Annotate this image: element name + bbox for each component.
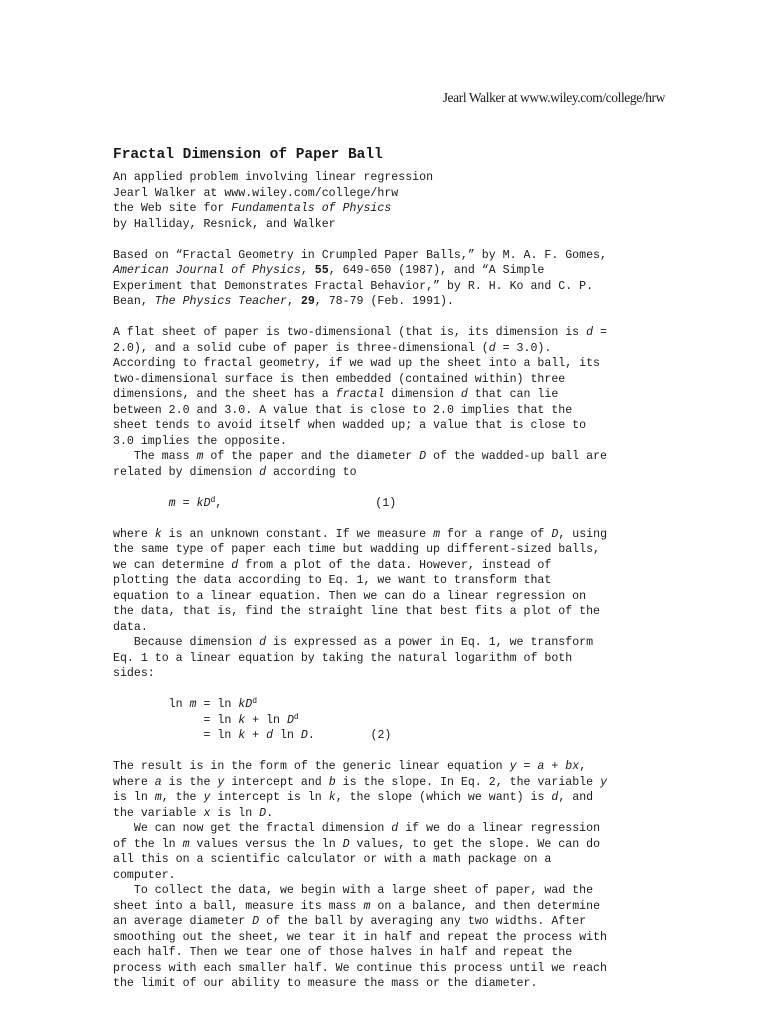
text-line: the variable x is ln D. [113, 806, 274, 820]
text-line: the same type of paper each time but wadding up different-sized balls, [113, 543, 601, 556]
text-line: equation to a linear equation. Then we can do a linear regression on [113, 589, 587, 603]
text-line: 2.0), and a solid cube of paper is three-dimensional (d = 3.0). [113, 341, 552, 355]
reference-line: Based on “Fractal Geometry in Crumpled Paper Balls,” by M. A. F. Gomes, [113, 248, 607, 262]
paragraph-6 [113, 821, 673, 883]
reference-line: American Journal of Physics, 55, 649-650 (1987), and “A Simple [113, 264, 545, 277]
text-line: data. [113, 620, 148, 634]
text-line: A flat sheet of paper is two-dimensional (that is, its dimension is d = [113, 326, 607, 339]
text-line: 3.0 implies the opposite. [113, 434, 287, 448]
text-line: an average diameter D of the ball by averaging any two widths. After [113, 915, 587, 928]
text-line: where k is an unknown constant. If we measure m for a range of D, using [113, 527, 608, 541]
book-title: Fundamentals of Physics [231, 202, 392, 215]
paragraph-3 [113, 527, 673, 636]
equation-number: (2) [370, 729, 392, 742]
text-line: is ln m, the y intercept is ln k, the slope (which we want) is d, and [113, 791, 594, 804]
text-line: sheet into a ball, measure its mass m on a balance, and then determine [113, 899, 601, 913]
text-line: sheet tends to avoid itself when wadded up; a value that is close to [113, 419, 587, 432]
paragraph-7 [113, 883, 673, 992]
reference-line: Experiment that Demonstrates Fractal Behavior,” by R. H. Ko and C. P. [113, 279, 594, 293]
text-line: plotting the data according to Eq. 1, we want to transform that [113, 574, 552, 587]
text-line: between 2.0 and 3.0. A value that is close to 2.0 implies that the [113, 403, 573, 417]
text-line: Eq. 1 to a linear equation by taking the natural logarithm of both [113, 651, 573, 665]
text-line: of the ln m values versus the ln D values, to get the slope. We can do [113, 837, 601, 851]
text-line: According to fractal geometry, if we wad up the sheet into a ball, its [113, 357, 601, 370]
text-line: the limit of our ability to measure the mass or the diameter. [113, 977, 538, 990]
text-line: computer. [113, 868, 176, 882]
text-line: we can determine d from a plot of the data. However, instead of [113, 558, 552, 572]
paragraph-4 [113, 635, 673, 682]
text-line: To collect the data, we begin with a large sheet of paper, wad the [113, 884, 594, 897]
text-line: The result is in the form of the generic linear equation y = a + bx, [113, 760, 587, 773]
intro-line: the Web site for Fundamentals of Physics [113, 202, 392, 215]
equation-2 [113, 697, 673, 744]
equation-number: (1) [375, 496, 397, 510]
reference-line: Bean, The Physics Teacher, 29, 78-79 (Feb. 1991). [113, 295, 454, 308]
article-title: Fractal Dimension of Paper Ball [113, 147, 383, 163]
equation-row: = $\ln k + \ln D^d$ [113, 712, 299, 727]
reference-block [113, 248, 673, 310]
equation-row: $\ln m = \ln kD^d$ [113, 697, 257, 711]
paragraph-2 [113, 449, 673, 480]
text-line: We can now get the fractal dimension d if we do a linear regression [113, 822, 601, 835]
text-line: Because dimension d is expressed as a power in Eq. 1, we transform [113, 636, 594, 649]
paragraph-1 [113, 325, 673, 449]
intro-block [113, 170, 673, 232]
equation-row: = ln k + d ln D. (2) [113, 729, 392, 742]
paragraph-5 [113, 759, 673, 821]
text-line: dimensions, and the sheet has a fractal dimension d that can lie [113, 388, 559, 401]
text-line: the data, that is, find the straight line that best fits a plot of the [113, 605, 601, 618]
text-line: process with each smaller half. We continue this process until we reach [113, 961, 607, 975]
text-line: two-dimensional surface is then embedded (contained within) three [113, 372, 566, 386]
text-line: where a is the y intercept and b is the slope. In Eq. 2, the variable y [113, 775, 608, 789]
text-line: all this on a scientific calculator or with a math package on a [113, 853, 552, 866]
intro-line: An applied problem involving linear regression [113, 171, 434, 184]
text-line: sides: [113, 667, 155, 680]
article-body [113, 146, 673, 992]
text-line: smoothing out the sheet, we tear it in half and repeat the process with [113, 930, 607, 944]
equation-1: $m = kD^d$, (1) [168, 495, 397, 510]
text-line: The mass m of the paper and the diameter D of the wadded-up ball are [113, 450, 608, 463]
text-line: each half. Then we tear one of those halves in half and repeat the [113, 946, 573, 959]
intro-line: Jearl Walker at www.wiley.com/college/hrw [113, 186, 399, 200]
text-line: related by dimension d according to [113, 465, 357, 479]
running-header: Jearl Walker at www.wiley.com/college/hrw [442, 90, 665, 105]
intro-line: by Halliday, Resnick, and Walker [113, 217, 336, 231]
